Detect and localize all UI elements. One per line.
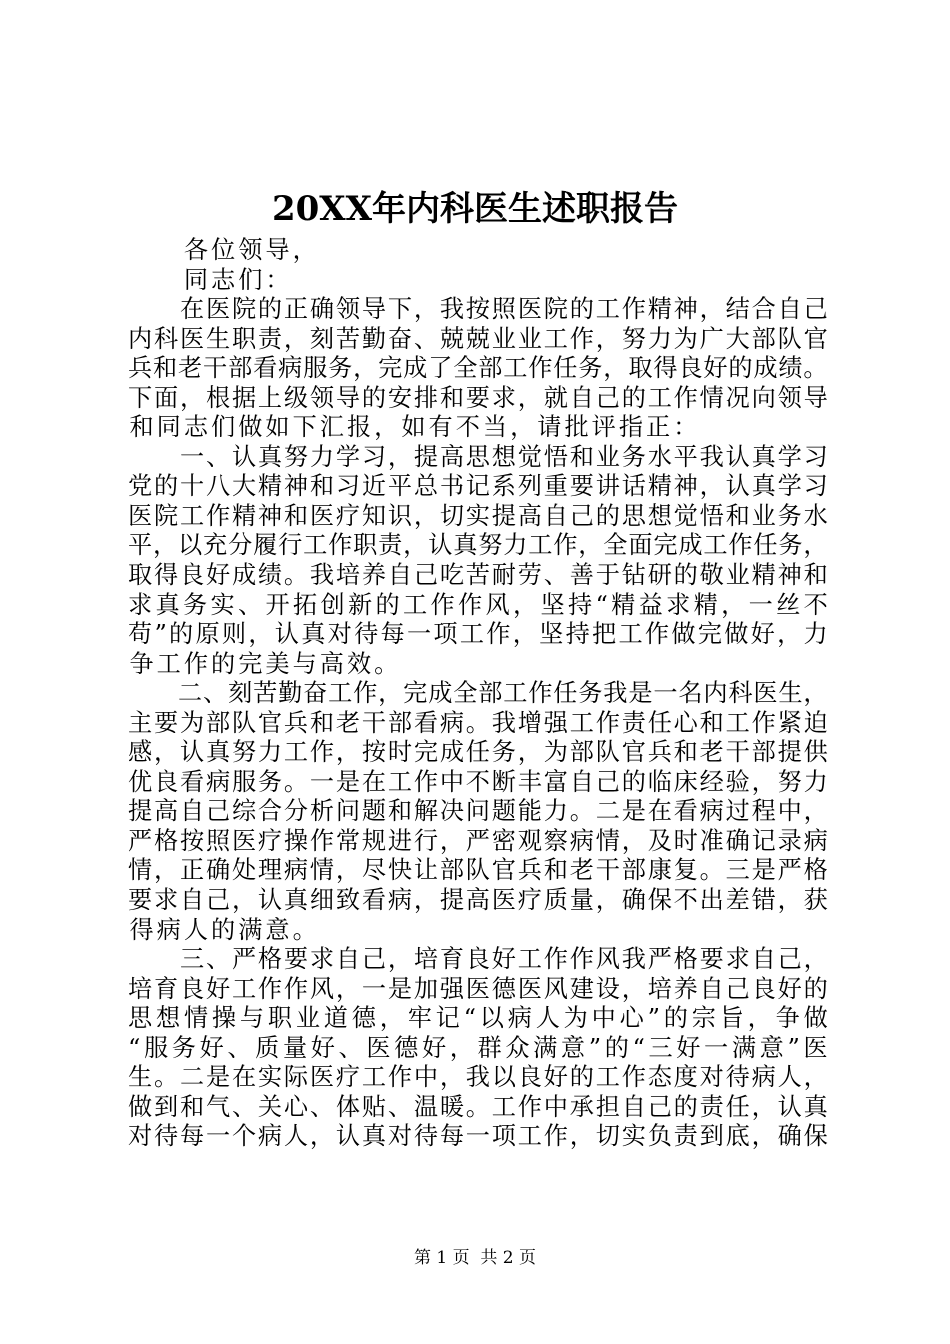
text-line: 苟 ” 的 原 则 ， 认 真 对 待 每 一 项 工 作 ， 坚 持 把 工 作 做 完 做 好 ， 力 <box>128 620 828 649</box>
text-line: 内 科 医 生 职 责 ， 刻 苦 勤 奋 、 兢 兢 业 业 工 作 ， 努 力 为 广 大 部 队 官 <box>128 324 828 353</box>
text-line: 医 院 工 作 精 神 和 医 疗 知 识 ， 切 实 提 高 自 己 的 思 想 觉 悟 和 业 务 水 <box>128 501 828 530</box>
text-line: 对 待 每 一 个 病 人 ， 认 真 对 待 每 一 项 工 作 ， 切 实 负 责 到 底 ， 确 保 <box>128 1122 828 1151</box>
text-line: 二 、 刻 苦 勤 奋 工 作 ， 完 成 全 部 工 作 任 务 我 是 一 名 内 科 医 生 ， <box>178 679 828 708</box>
text-line: 取 得 良 好 成 绩 。 我 培 养 自 己 吃 苦 耐 劳 、 善 于 钻 研 的 敬 业 精 神 和 <box>128 561 828 590</box>
document-title: 20XX年内科医生述职报告 <box>271 189 679 229</box>
text-line: 思 想 情 操 与 职 业 道 德 ， 牢 记 “ 以 病 人 为 中 心 ” 的 宗 旨 ， 争 做 <box>128 1004 828 1033</box>
text-line: 感 ， 认 真 努 力 工 作 ， 按 时 完 成 任 务 ， 为 部 队 官 兵 和 老 干 部 提 供 <box>128 738 828 767</box>
text-line: 兵 和 老 干 部 看 病 服 务 ， 完 成 了 全 部 工 作 任 务 ， 取 得 良 好 的 成 绩 。 <box>128 354 828 383</box>
text-line: 优 良 看 病 服 务 。 一 是 在 工 作 中 不 断 丰 富 自 己 的 临 床 经 验 ， 努 力 <box>128 767 828 796</box>
text-line: 和 同 志 们 做 如 下 汇 报 ， 如 有 不 当 ， 请 批 评 指 正 ： <box>129 413 698 442</box>
text-line: 要 求 自 己 ， 认 真 细 致 看 病 ， 提 高 医 疗 质 量 ， 确 保 不 出 差 错 ， 获 <box>128 886 828 915</box>
text-line: 在 医 院 的 正 确 领 导 下 ， 我 按 照 医 院 的 工 作 精 神 ， 结 合 自 己 <box>179 295 828 324</box>
text-line: 求 真 务 实 、 开 拓 创 新 的 工 作 作 风 ， 坚 持 “ 精 益 求 精 ， 一 丝 不 <box>128 590 828 619</box>
text-line: 党 的 十 八 大 精 神 和 习 近 平 总 书 记 系 列 重 要 讲 话 精 神 ， 认 真 学 习 <box>128 472 828 501</box>
text-line: “ 服 务 好 、 质 量 好 、 医 德 好 ， 群 众 满 意 ” 的 “ 三 好 一 满 意 ” 医 <box>128 1033 828 1062</box>
page-footer: 第 1 页 共 2 页 <box>413 1248 537 1268</box>
text-line: 培 育 良 好 工 作 作 风 ， 一 是 加 强 医 德 医 风 建 设 ， 培 养 自 己 良 好 的 <box>128 974 828 1003</box>
text-line: 提 高 自 己 综 合 分 析 问 题 和 解 决 问 题 能 力 。 二 是 在 看 病 过 程 中 ， <box>128 797 828 826</box>
text-line: 各 位 领 导 ， <box>183 236 317 264</box>
text-line: 严 格 按 照 医 疗 操 作 常 规 进 行 ， 严 密 观 察 病 情 ， 及 时 准 确 记 录 病 <box>128 826 828 855</box>
text-line: 主 要 为 部 队 官 兵 和 老 干 部 看 病 。 我 增 强 工 作 责 任 心 和 工 作 紧 迫 <box>128 708 828 737</box>
document-body <box>128 236 828 1152</box>
text-line: 生 。 二 是 在 实 际 医 疗 工 作 中 ， 我 以 良 好 的 工 作 态 度 对 待 病 人 ， <box>128 1063 828 1092</box>
text-line: 同 志 们 ： <box>183 265 290 294</box>
text-line: 平 ， 以 充 分 履 行 工 作 职 责 ， 认 真 努 力 工 作 ， 全 面 完 成 工 作 任 务 ， <box>128 531 828 560</box>
text-line: 做 到 和 气 、 关 心 、 体 贴 、 温 暖 。 工 作 中 承 担 自 己 的 责 任 ， 认 真 <box>128 1092 828 1121</box>
text-line: 得 病 人 的 满 意 。 <box>129 915 317 944</box>
text-line: 情 ， 正 确 处 理 病 情 ， 尽 快 让 部 队 官 兵 和 老 干 部 康 复 。 三 是 严 格 <box>128 856 828 885</box>
text-line: 三 、 严 格 要 求 自 己 ， 培 育 良 好 工 作 作 风 我 严 格 要 求 自 己 ， <box>179 945 828 974</box>
text-line: 争 工 作 的 完 美 与 高 效 。 <box>129 649 399 678</box>
text-line: 一 、 认 真 努 力 学 习 ， 提 高 思 想 觉 悟 和 业 务 水 平 我 认 真 学 习 <box>179 442 828 471</box>
text-line: 下 面 ， 根 据 上 级 领 导 的 安 排 和 要 求 ， 就 自 己 的 工 作 情 况 向 领 导 <box>128 383 828 412</box>
